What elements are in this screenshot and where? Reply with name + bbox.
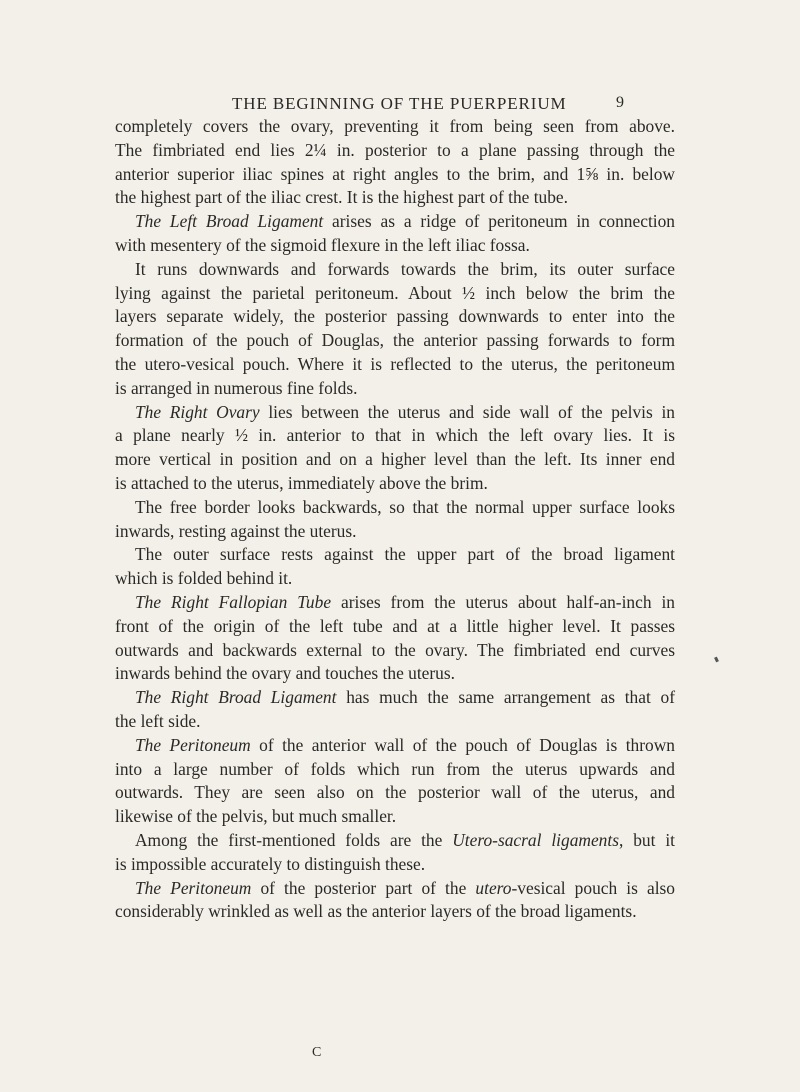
text-line: considerably wrinkled as well as the anterior layers of the broad ligaments. bbox=[115, 901, 637, 922]
paragraph bbox=[115, 496, 675, 544]
italic-term: The Right Broad Ligament bbox=[135, 687, 337, 708]
text-line: anterior superior iliac spines at right angles to the brim, and 1⅝ in. below bbox=[115, 163, 675, 184]
text-line bbox=[115, 877, 675, 901]
paragraph bbox=[115, 210, 675, 258]
italic-term: The Peritoneum bbox=[135, 734, 251, 755]
text-line bbox=[115, 401, 675, 425]
text-line: inwards behind the ovary and touches the uterus. bbox=[115, 663, 455, 684]
running-head: THE BEGINNING OF THE PUERPERIUM bbox=[232, 94, 567, 113]
paragraph bbox=[115, 401, 675, 496]
text-run: Among the first-mentioned folds are the bbox=[135, 829, 453, 850]
text-line: is impossible accurately to distinguish these. bbox=[115, 853, 426, 874]
text-line: is attached to the uterus, immediately above the brim. bbox=[115, 472, 488, 493]
paragraph bbox=[115, 591, 675, 686]
text-run: has much the same arrangement as that of bbox=[336, 687, 675, 708]
text-line: the utero-vesical pouch. Where it is reflected to the uterus, the peritoneum bbox=[115, 353, 675, 374]
text-run: of the anterior wall of the pouch of Douglas is thrown bbox=[250, 734, 675, 755]
italic-term: The Right Fallopian Tube bbox=[135, 591, 332, 612]
body-text bbox=[115, 115, 675, 924]
text-line: lying against the parietal peritoneum. About ½ inch below the brim the bbox=[115, 282, 675, 303]
page-header bbox=[0, 94, 800, 116]
text-line: the highest part of the iliac crest. It is the highest part of the tube. bbox=[115, 187, 568, 208]
text-line: The fimbriated end lies 2¼ in. posterior to a plane passing through the bbox=[115, 139, 675, 160]
text-line: The outer surface rests against the upper part of the broad ligament bbox=[135, 544, 675, 565]
italic-term: The Peritoneum bbox=[135, 877, 252, 898]
text-line: likewise of the pelvis, but much smaller. bbox=[115, 806, 397, 827]
paragraph bbox=[115, 258, 675, 401]
text-run: arises from the uterus about half-an-inch in bbox=[331, 591, 675, 612]
italic-term: utero bbox=[475, 877, 512, 898]
text-line: outwards and backwards external to the ovary. The fimbriated end curves bbox=[115, 639, 675, 660]
italic-term: The Left Broad Ligament bbox=[135, 211, 324, 232]
text-line bbox=[115, 210, 675, 234]
text-run: , but it bbox=[618, 829, 675, 850]
text-line: formation of the pouch of Douglas, the anterior passing forwards to form bbox=[115, 330, 675, 351]
text-line: layers separate widely, the posterior passing downwards to enter into the bbox=[115, 306, 675, 327]
page-number: 9 bbox=[616, 94, 624, 111]
text-run: lies between the uterus and side wall of the pelvis in bbox=[259, 401, 675, 422]
signature-mark: C bbox=[312, 1045, 323, 1060]
text-line: inwards, resting against the uterus. bbox=[115, 520, 357, 541]
text-line: which is folded behind it. bbox=[115, 568, 293, 589]
text-line: outwards. They are seen also on the posterior wall of the uterus, and bbox=[115, 782, 675, 803]
text-line: more vertical in position and on a higher level than the left. Its inner end bbox=[115, 449, 675, 470]
text-line: with mesentery of the sigmoid flexure in the left iliac fossa. bbox=[115, 234, 530, 255]
italic-term: Utero-sacral ligaments bbox=[452, 829, 619, 850]
paragraph bbox=[115, 115, 675, 210]
text-line: into a large number of folds which run from the uterus upwards and bbox=[115, 758, 675, 779]
text-line: front of the origin of the left tube and at a little higher level. It passes bbox=[115, 615, 675, 636]
text-line bbox=[115, 734, 675, 758]
printing-speck bbox=[714, 657, 719, 663]
text-run: arises as a ridge of peritoneum in connection bbox=[323, 211, 675, 232]
text-run: -vesical pouch is also bbox=[511, 877, 676, 898]
text-line: the left side. bbox=[115, 710, 201, 731]
italic-term: The Right Ovary bbox=[135, 401, 260, 422]
paragraph bbox=[115, 543, 675, 591]
text-line: completely covers the ovary, preventing it from being seen from above. bbox=[115, 116, 675, 136]
text-line: a plane nearly ½ in. anterior to that in which the left ovary lies. It is bbox=[115, 425, 675, 446]
text-line: The free border looks backwards, so that the normal upper surface looks bbox=[135, 496, 675, 517]
text-line: is arranged in numerous fine folds. bbox=[115, 377, 358, 398]
text-run: of the posterior part of the bbox=[251, 877, 476, 898]
paragraph bbox=[115, 829, 675, 877]
text-line bbox=[115, 829, 675, 853]
text-line bbox=[115, 591, 675, 615]
paragraph bbox=[115, 877, 675, 925]
paragraph bbox=[115, 686, 675, 734]
paragraph bbox=[115, 734, 675, 829]
text-line: It runs downwards and forwards towards the brim, its outer surface bbox=[135, 258, 675, 279]
text-line bbox=[115, 686, 675, 710]
